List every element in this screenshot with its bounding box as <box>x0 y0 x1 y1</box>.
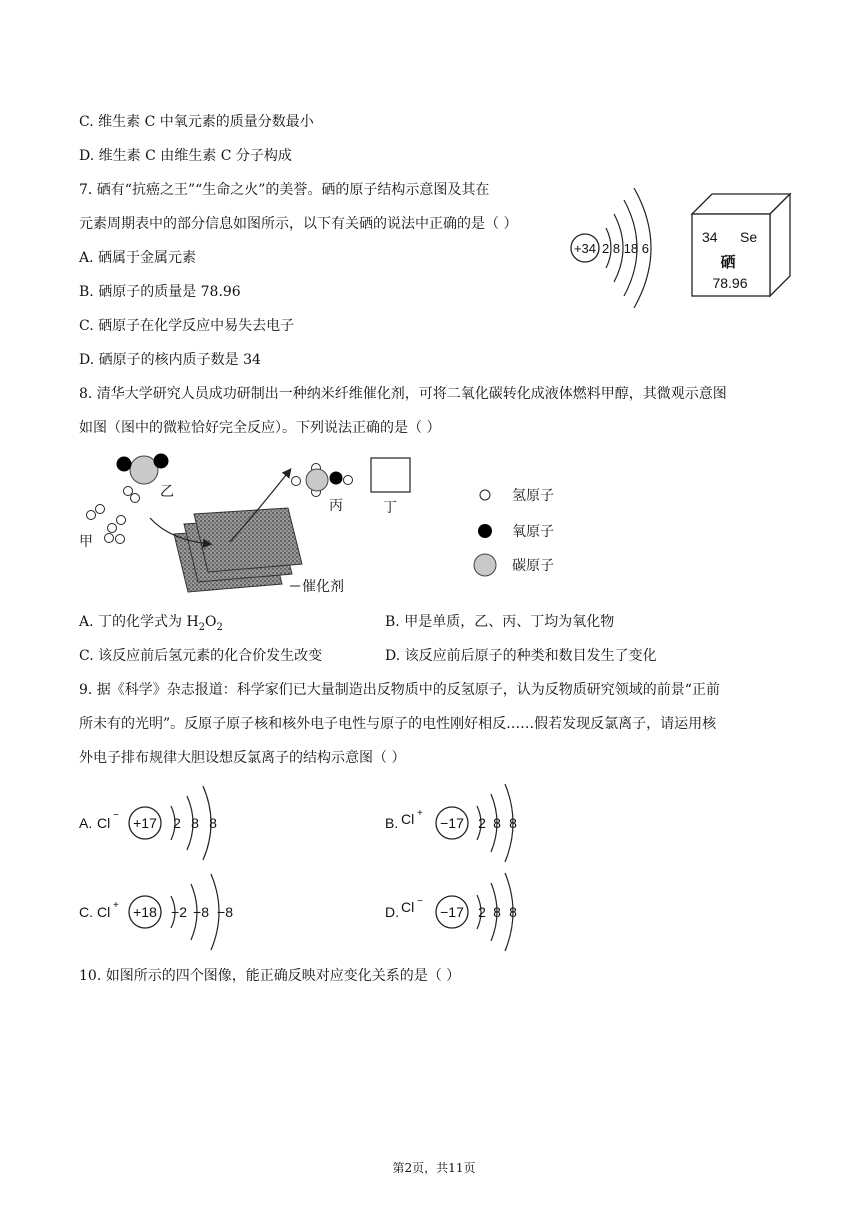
q9-option-b-diagram <box>385 782 555 862</box>
shell-1-count: −2 <box>171 904 187 920</box>
q9-option-a-diagram <box>79 782 249 862</box>
q9-option-d-diagram <box>385 870 555 950</box>
q8-option-c: C. 该反应前后氢元素的化合价发生改变 <box>79 648 323 664</box>
product-ding-box <box>371 458 410 492</box>
shell-3-count: 8 <box>209 815 217 831</box>
h2-molecules <box>87 487 140 544</box>
page-footer: 第2页，共11页 <box>392 1161 476 1175</box>
ion-charge: + <box>113 900 119 911</box>
ion-symbol: Cl <box>97 904 111 920</box>
q8-stem-line-1: 8. 清华大学研究人员成功研制出一种纳米纤维催化剂，可将二氧化碳转化成液体燃料甲醇，其微观示意图 <box>79 386 727 402</box>
selenium-atom-diagram <box>560 180 680 300</box>
ion-charge: − <box>113 810 119 821</box>
ion-symbol: Cl <box>401 811 415 827</box>
label-jia: 甲 <box>79 533 93 549</box>
legend-hydrogen-icon <box>480 490 490 500</box>
shell-1-count: 2 <box>173 815 181 831</box>
ion-symbol: Cl <box>97 815 111 831</box>
option-letter: C. <box>79 904 93 920</box>
label-yi: 乙 <box>160 483 174 499</box>
co2-molecule <box>117 454 169 485</box>
electron-counts: 2 8 18 6 <box>602 241 649 256</box>
nucleus-label: +34 <box>573 241 597 256</box>
label-bing: 丙 <box>329 497 343 513</box>
q7-option-a: A. 硒属于金属元素 <box>79 250 197 266</box>
q8-option-d: D. 该反应前后原子的种类和数目发生了变化 <box>385 648 657 664</box>
q9-option-c-diagram <box>79 870 259 950</box>
q7-stem-line-2: 元素周期表中的部分信息如图所示，以下有关硒的说法中正确的是（ ） <box>79 216 518 232</box>
catalyst-plates <box>174 508 302 592</box>
option-letter: A. <box>79 815 93 831</box>
label-catalyst: 催化剂 <box>302 578 344 594</box>
legend-oxygen-icon <box>478 524 492 538</box>
q9-stem-line-3: 外电子排布规律大胆设想反氯离子的结构示意图（ ） <box>79 750 406 766</box>
ion-charge: − <box>417 896 423 907</box>
q6-option-c: C. 维生素 C 中氧元素的质量分数最小 <box>79 114 314 130</box>
nucleus-label: +18 <box>133 904 157 920</box>
legend-hydrogen: 氢原子 <box>512 487 554 503</box>
nucleus-label: +17 <box>133 815 157 831</box>
element-symbol: Se <box>740 229 758 245</box>
q7-option-c: C. 硒原子在化学反应中易失去电子 <box>79 318 295 334</box>
q7-option-d: D. 硒原子的核内质子数是 34 <box>79 352 261 368</box>
q7-stem-line-1: 7. 硒有“抗癌之王”“生命之火”的美誉。硒的原子结构示意图及其在 <box>79 182 490 198</box>
shell-1-count: 2 <box>478 904 486 920</box>
element-name: 硒 <box>720 254 736 271</box>
shell-1-count: 2 <box>478 815 486 831</box>
q10-stem: 10. 如图所示的四个图像，能正确反映对应变化关系的是（ ） <box>79 968 461 984</box>
shell-3-count: −8 <box>217 904 233 920</box>
option-letter: D. <box>385 904 399 920</box>
ion-symbol: Cl <box>401 899 415 915</box>
shell-2-count: 8 <box>493 904 501 920</box>
shell-2-count: −8 <box>193 904 209 920</box>
legend-oxygen: 氧原子 <box>512 523 554 539</box>
atomic-mass: 78.96 <box>712 275 748 291</box>
reaction-diagram <box>80 448 600 600</box>
q7-option-b: B. 硒原子的质量是 78.96 <box>79 284 241 300</box>
option-letter: B. <box>385 815 399 831</box>
periodic-table-cell-se <box>690 192 800 300</box>
shell-2-count: 8 <box>191 815 199 831</box>
q8-option-a: A. 丁的化学式为 $H_2O_2$ <box>79 614 223 633</box>
q8-stem-line-2: 如图（图中的微粒恰好完全反应）。下列说法正确的是（ ） <box>79 420 441 436</box>
shell-3-count: 8 <box>509 815 517 831</box>
nucleus-label: −17 <box>440 904 464 920</box>
label-ding: 丁 <box>383 499 397 515</box>
q9-stem-line-1: 9. 据《科学》杂志报道：科学家们已大量制造出反物质中的反氢原子，认为反物质研究领域的前景“正前 <box>79 682 720 698</box>
legend-carbon: 碳原子 <box>512 557 554 573</box>
ion-charge: + <box>417 808 423 819</box>
atomic-number: 34 <box>702 229 718 245</box>
q9-stem-line-2: 所未有的光明”。反原子原子核和核外电子电性与原子的电性刚好相反……假若发现反氯离子，请运用核 <box>79 716 717 732</box>
q6-option-d: D. 维生素 C 由维生素 C 分子构成 <box>79 148 292 164</box>
q8-option-b: B. 甲是单质，乙、丙、丁均为氧化物 <box>385 614 615 630</box>
legend-carbon-icon <box>474 554 496 576</box>
methanol-molecule <box>292 464 353 497</box>
nucleus-label: −17 <box>440 815 464 831</box>
shell-3-count: 8 <box>509 904 517 920</box>
shell-2-count: 8 <box>493 815 501 831</box>
